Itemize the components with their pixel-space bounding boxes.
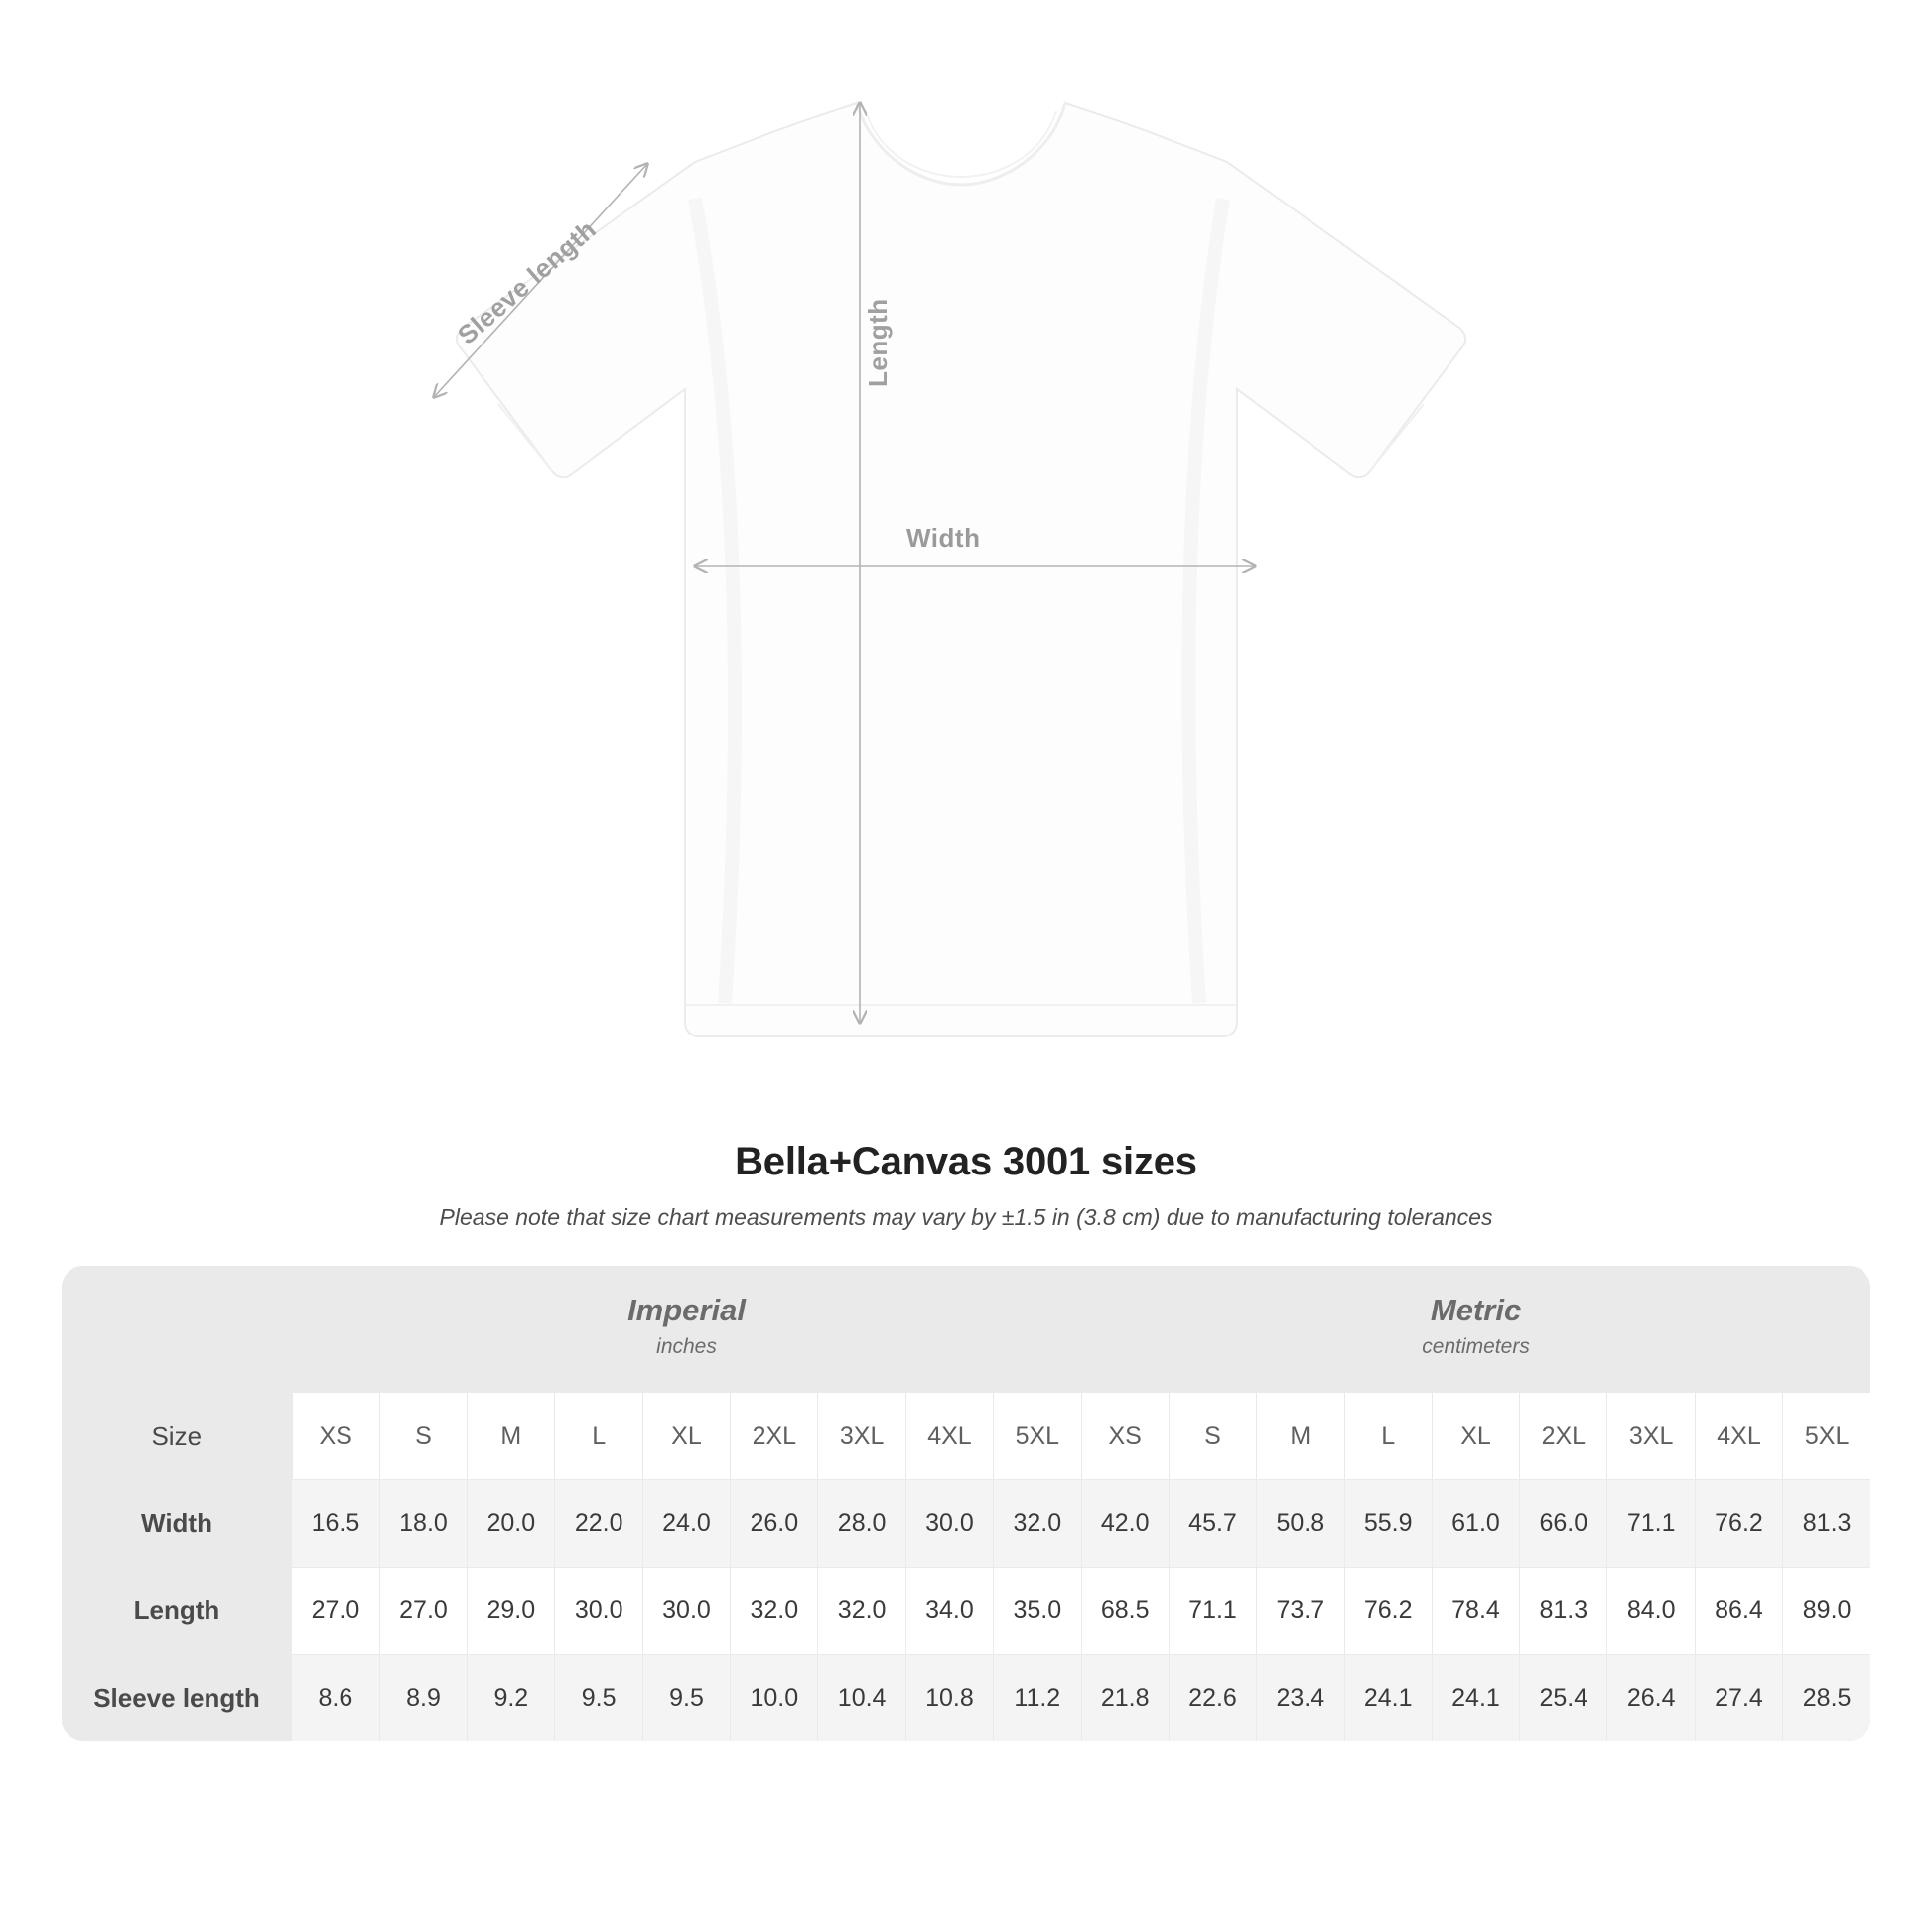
- measurement-cell: 42.0: [1081, 1480, 1169, 1568]
- size-header-cell: XS: [292, 1393, 379, 1480]
- measurement-cell: 45.7: [1169, 1480, 1256, 1568]
- size-header-cell: S: [379, 1393, 467, 1480]
- measurement-cell: 8.9: [379, 1655, 467, 1742]
- unit-header-row: [62, 1266, 1870, 1393]
- measurement-cell: 32.0: [731, 1568, 818, 1655]
- tshirt-shape: [457, 103, 1465, 1036]
- measurement-cell: 10.8: [905, 1655, 993, 1742]
- measurement-cell: 20.0: [468, 1480, 555, 1568]
- measurement-cell: 68.5: [1081, 1568, 1169, 1655]
- measurement-cell: 73.7: [1257, 1568, 1344, 1655]
- measurement-cell: 28.5: [1783, 1655, 1870, 1742]
- unit-header-spacer: [62, 1266, 292, 1393]
- measurement-cell: 81.3: [1520, 1568, 1607, 1655]
- measurement-cell: 11.2: [994, 1655, 1081, 1742]
- row-header-width: Width: [62, 1480, 292, 1568]
- size-header-cell: 4XL: [1695, 1393, 1782, 1480]
- measurement-cell: 24.1: [1432, 1655, 1519, 1742]
- measurement-cell: 89.0: [1783, 1568, 1870, 1655]
- measurement-cell: 9.5: [555, 1655, 642, 1742]
- unit-name-imperial: Imperial: [627, 1293, 746, 1327]
- measurement-cell: 76.2: [1344, 1568, 1432, 1655]
- unit-group-metric: [1081, 1266, 1870, 1393]
- measurement-cell: 71.1: [1169, 1568, 1256, 1655]
- unit-group-imperial: [292, 1266, 1081, 1393]
- measurement-cell: 18.0: [379, 1480, 467, 1568]
- unit-sub-metric: centimeters: [1422, 1334, 1530, 1358]
- chart-heading-block: [0, 1140, 1932, 1231]
- measurement-cell: 24.0: [642, 1480, 730, 1568]
- row-header-sleeve-length: Sleeve length: [62, 1655, 292, 1742]
- measurement-cell: 16.5: [292, 1480, 379, 1568]
- row-header-length: Length: [62, 1568, 292, 1655]
- size-header-cell: XL: [642, 1393, 730, 1480]
- measurement-cell: 34.0: [905, 1568, 993, 1655]
- size-header-cell: L: [555, 1393, 642, 1480]
- measurement-cell: 25.4: [1520, 1655, 1607, 1742]
- size-table: [62, 1266, 1870, 1741]
- size-header-cell: S: [1169, 1393, 1256, 1480]
- measurement-cell: 61.0: [1432, 1480, 1519, 1568]
- size-header-cell: XS: [1081, 1393, 1169, 1480]
- measurement-cell: 27.0: [379, 1568, 467, 1655]
- measurement-cell: 76.2: [1695, 1480, 1782, 1568]
- size-header-cell: 5XL: [1783, 1393, 1870, 1480]
- tolerance-note: Please note that size chart measurements may vary by ±1.5 in (3.8 cm) due to manufacturing tolerances: [439, 1204, 1493, 1230]
- size-header-cell: M: [468, 1393, 555, 1480]
- measurement-cell: 26.0: [731, 1480, 818, 1568]
- measurement-cell: 32.0: [818, 1568, 905, 1655]
- measurement-cell: 27.0: [292, 1568, 379, 1655]
- measurement-cell: 10.4: [818, 1655, 905, 1742]
- size-table-wrap: [62, 1266, 1870, 1741]
- table-row: [62, 1568, 1870, 1655]
- table-row: [62, 1655, 1870, 1742]
- measurement-cell: 21.8: [1081, 1655, 1169, 1742]
- unit-sub-imperial: inches: [656, 1334, 717, 1358]
- size-header-cell: 3XL: [1607, 1393, 1695, 1480]
- measurement-cell: 81.3: [1783, 1480, 1870, 1568]
- measurement-cell: 9.2: [468, 1655, 555, 1742]
- width-label: Width: [906, 523, 981, 553]
- measurement-cell: 84.0: [1607, 1568, 1695, 1655]
- measurement-cell: 66.0: [1520, 1480, 1607, 1568]
- measurement-cell: 30.0: [555, 1568, 642, 1655]
- measurement-cell: 23.4: [1257, 1655, 1344, 1742]
- size-header-cell: M: [1257, 1393, 1344, 1480]
- measurement-cell: 30.0: [905, 1480, 993, 1568]
- size-header-cell: 4XL: [905, 1393, 993, 1480]
- size-header-cell: XL: [1432, 1393, 1519, 1480]
- measurement-cell: 35.0: [994, 1568, 1081, 1655]
- measurement-cell: 8.6: [292, 1655, 379, 1742]
- measurement-cell: 86.4: [1695, 1568, 1782, 1655]
- measurement-cell: 28.0: [818, 1480, 905, 1568]
- measurement-cell: 26.4: [1607, 1655, 1695, 1742]
- measurement-cell: 22.6: [1169, 1655, 1256, 1742]
- measurement-cell: 24.1: [1344, 1655, 1432, 1742]
- table-row: [62, 1480, 1870, 1568]
- measurement-cell: 22.0: [555, 1480, 642, 1568]
- measurement-cell: 30.0: [642, 1568, 730, 1655]
- size-header-cell: 2XL: [731, 1393, 818, 1480]
- size-header-cell: L: [1344, 1393, 1432, 1480]
- measurement-cell: 55.9: [1344, 1480, 1432, 1568]
- size-header-label: Size: [62, 1393, 292, 1480]
- size-header-cell: 3XL: [818, 1393, 905, 1480]
- size-header-cell: 5XL: [994, 1393, 1081, 1480]
- sleeve-length-label: Sleeve length: [452, 213, 603, 350]
- measurement-cell: 29.0: [468, 1568, 555, 1655]
- size-header-row: [62, 1393, 1870, 1480]
- measurement-cell: 78.4: [1432, 1568, 1519, 1655]
- measurement-cell: 27.4: [1695, 1655, 1782, 1742]
- length-label: Length: [863, 298, 893, 387]
- measurement-cell: 9.5: [642, 1655, 730, 1742]
- page-title: Bella+Canvas 3001 sizes: [735, 1140, 1197, 1183]
- measurement-cell: 10.0: [731, 1655, 818, 1742]
- measurement-cell: 32.0: [994, 1480, 1081, 1568]
- size-header-cell: 2XL: [1520, 1393, 1607, 1480]
- unit-name-metric: Metric: [1430, 1293, 1522, 1327]
- measurement-cell: 50.8: [1257, 1480, 1344, 1568]
- measurement-cell: 71.1: [1607, 1480, 1695, 1568]
